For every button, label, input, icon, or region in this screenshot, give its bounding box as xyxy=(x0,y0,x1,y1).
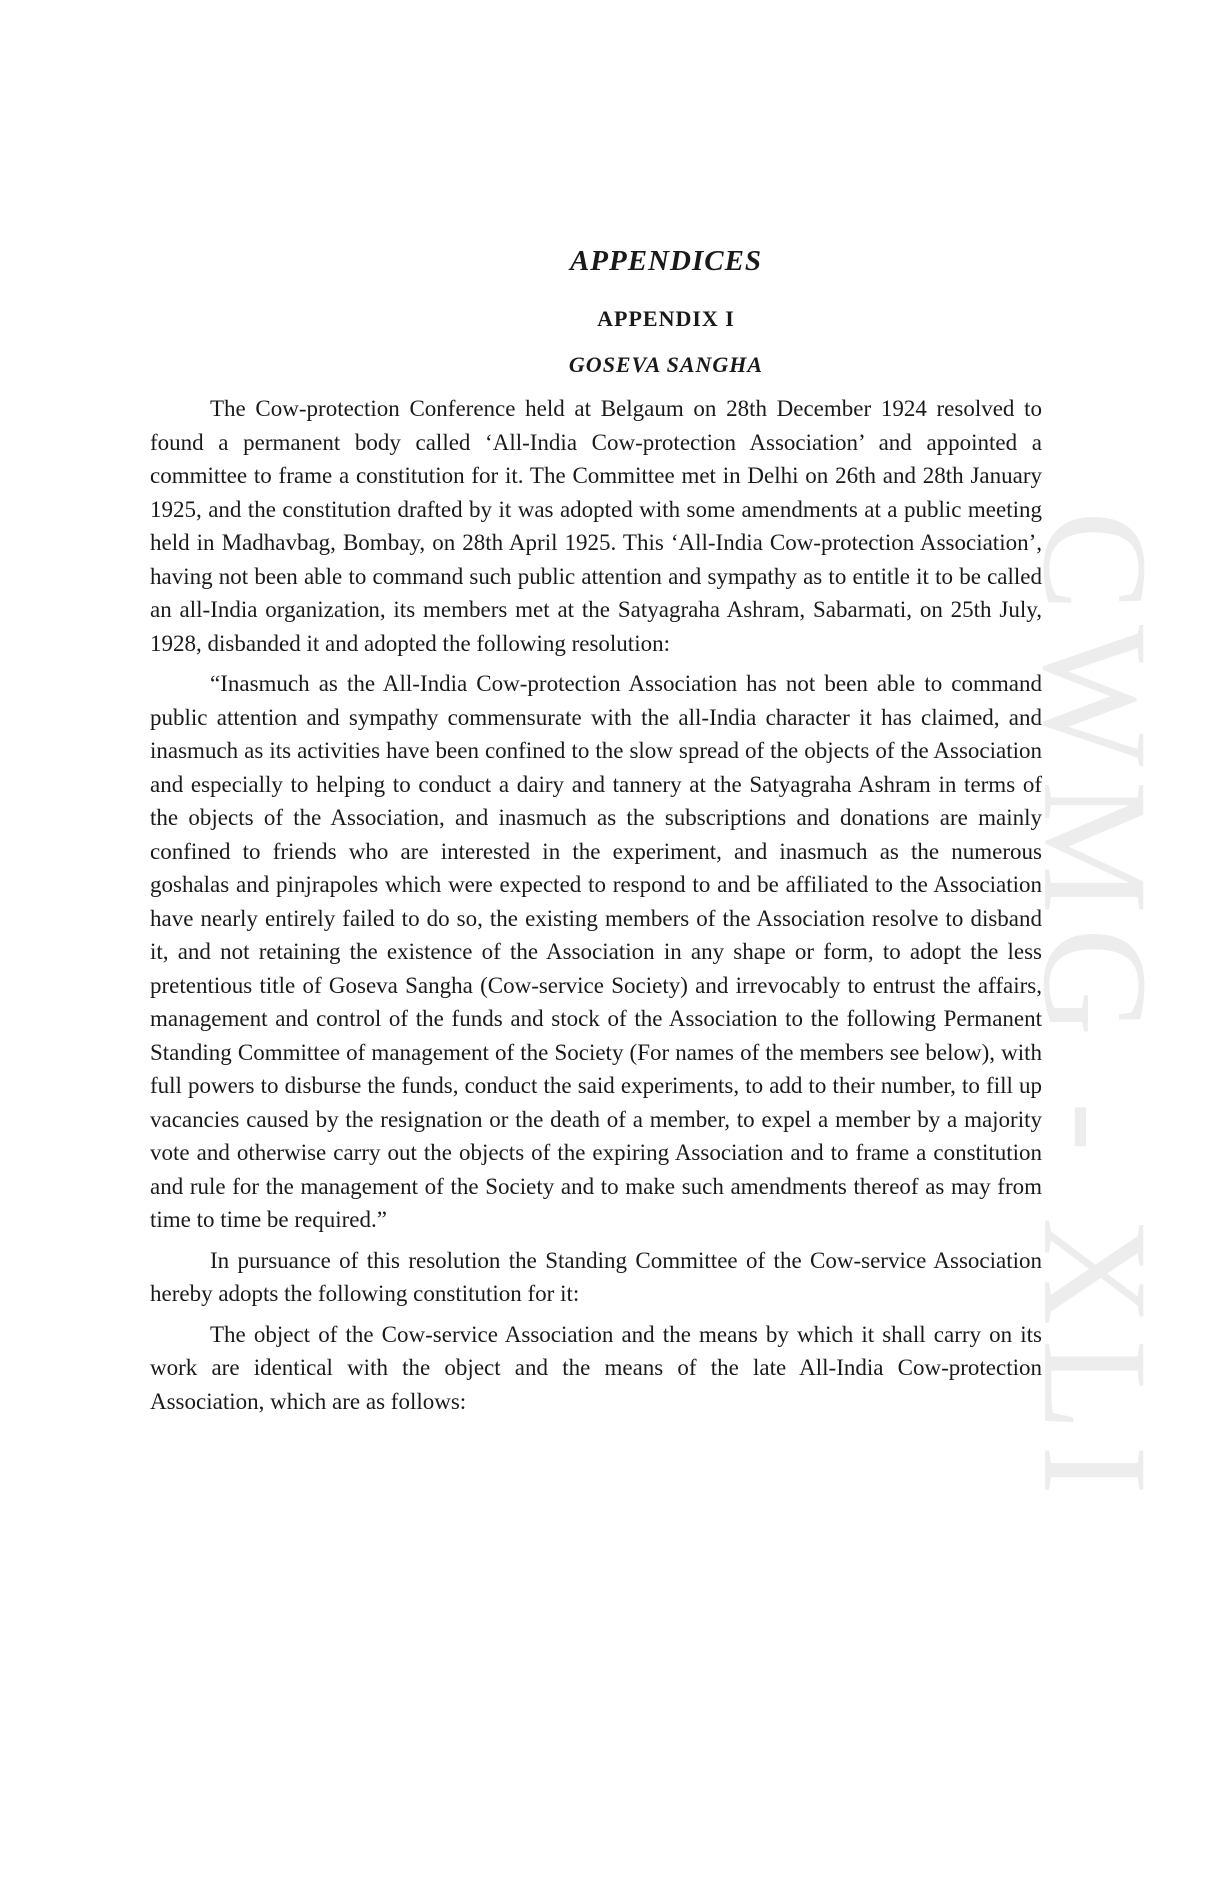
section-title: APPENDICES xyxy=(569,245,763,277)
appendix-title: APPENDIX I xyxy=(597,306,735,331)
watermark-text: CWMG - XLI xyxy=(1012,510,1178,1510)
page-content xyxy=(150,245,1042,1425)
paragraph-object: The object of the Cow-service Association and the means by which it shall carry on its work are identical with the object and the means of the late All-India Cow-protection Association, which are as follows: xyxy=(150,1321,1042,1414)
watermark xyxy=(1012,510,1178,1510)
paragraph-resolution: “Inasmuch as the All-India Cow-protection Association has not been able to command public attention and sympathy commensurate with the all-India character it has claimed, and inasmuch as its activities have been confined to the slow spread of the objects of the Association and especially to helping to conduct a dairy and tannery at the Satyagraha Ashram in terms of the objects of the Association, and inasmuch as the subscriptions and donations are mainly confined to friends who are interested in the experiment, and inasmuch as the numerous goshalas and pinjrapoles which were expected to respond to and be affiliated to the Association have nearly entirely failed to do so, the existing members of the Association resolve to disband it, and not retaining the existence of the Association in any shape or form, to adopt the less pretentious title of Goseva Sangha (Cow-service Society) and irrevocably to entrust the affairs, management and control of the funds and stock of the Association to the following Permanent Standing Committee of management of the Society (For names of the members see below), with full powers to disburse the funds, conduct the said experiments, to add to their number, to fill up vacancies caused by the resignation or the death of a member, to expel a member by a majority vote and otherwise carry out the objects of the expiring Association and to frame a constitution and rule for the management of the Society and to make such amendments thereof as may from time to time be required.” xyxy=(150,671,1042,1232)
paragraph-intro: The Cow-protection Conference held at Belgaum on 28th December 1924 resolved to found a permanent body called ‘All-India Cow-protection Association’ and appointed a committee to frame a constitution for it. The Committee met in Delhi on 26th and 28th January 1925, and the constitution drafted by it was adopted with some amendments at a public meeting held in Madhavbag, Bombay, on 28th April 1925. This ‘All-India Cow-protection Association’, having not been able to command such public attention and sympathy as to entitle it to be called an all-India organization, its members met at the Satyagraha Ashram, Sabarmati, on 25th July, 1928, disbanded it and adopted the following resolution: xyxy=(150,396,1042,656)
appendix-subtitle: GOSEVA SANGHA xyxy=(568,352,764,377)
paragraph-pursuance: In pursuance of this resolution the Standing Committee of the Cow-service Association hereby adopts the following constitution for it: xyxy=(150,1247,1042,1306)
